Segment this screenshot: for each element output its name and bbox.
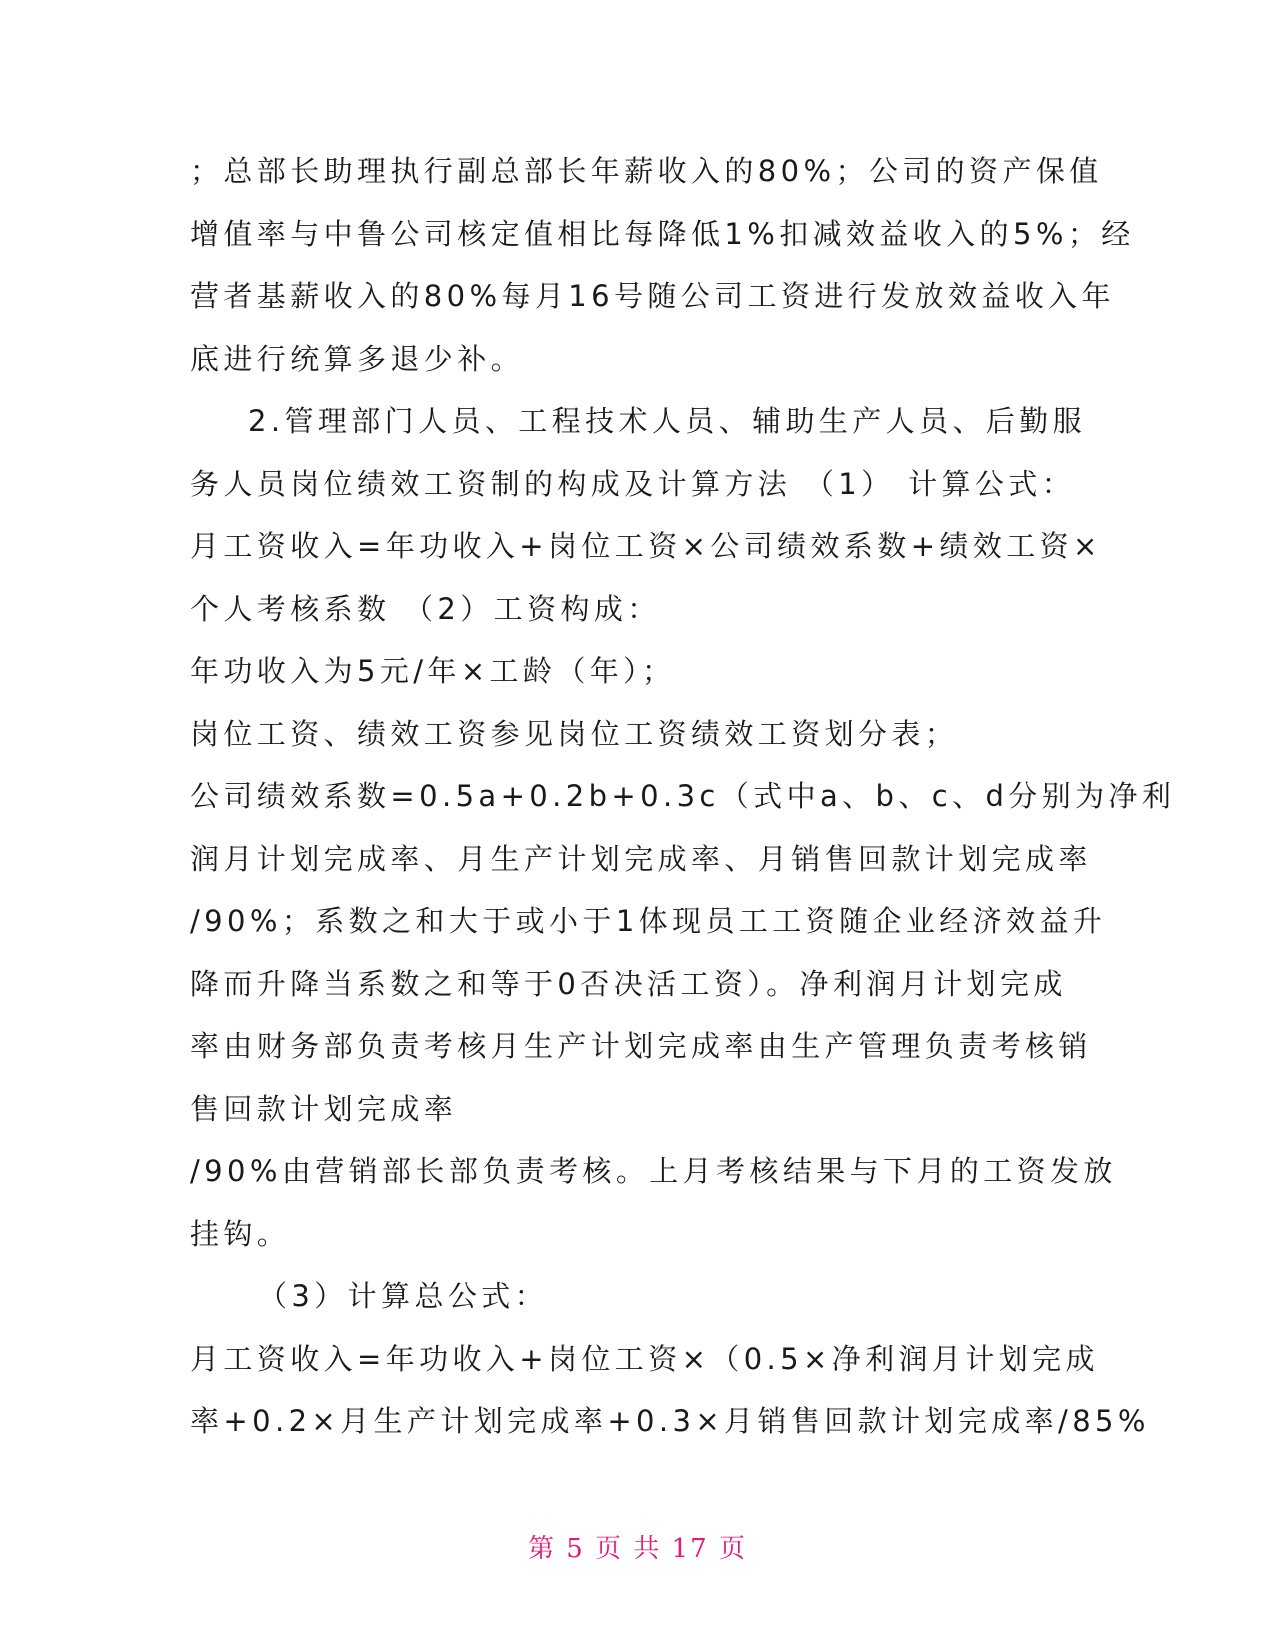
body-text bbox=[190, 140, 1176, 1453]
text-line: 率由财务部负责考核月生产计划完成率由生产管理负责考核销 bbox=[190, 1029, 1092, 1063]
text-line: 个人考核系数 （2）工资构成： bbox=[190, 591, 661, 626]
text-line: 月工资收入=年功收入+岗位工资×（0.5×净利润月计划完成 bbox=[190, 1341, 1099, 1376]
text-line: 公司绩效系数=0.5a+0.2b+0.3c（式中a、b、c、d分别为净利 bbox=[190, 779, 1176, 813]
page-number-footer: 第 5 页 共 17 页 bbox=[528, 1534, 747, 1564]
text-line: 润月计划完成率、月生产计划完成率、月销售回款计划完成率 bbox=[190, 841, 1092, 876]
text-line: ；总部长助理执行副总部长年薪收入的80%；公司的资产保值 bbox=[190, 154, 1103, 188]
text-line: 年功收入为5元/年×工龄（年）； bbox=[190, 654, 676, 688]
text-line: 率+0.2×月生产计划完成率+0.3×月销售回款计划完成率/85% bbox=[190, 1404, 1150, 1438]
text-line: 2.管理部门人员、工程技术人员、辅助生产人员、后勤服 bbox=[248, 404, 1087, 438]
text-line: /90%；系数之和大于或小于1体现员工工资随企业经济效益升 bbox=[190, 904, 1107, 938]
text-line: 营者基薪收入的80%每月16号随公司工资进行发放效益收入年 bbox=[190, 279, 1115, 313]
text-line: 底进行统算多退少补。 bbox=[190, 341, 525, 376]
text-line: 售回款计划完成率 bbox=[190, 1091, 458, 1126]
text-line: 挂钩。 bbox=[190, 1216, 291, 1251]
text-line: 降而升降当系数之和等于0否决活工资）。净利润月计划完成 bbox=[190, 966, 1067, 1001]
text-line: /90%由营销部长部负责考核。上月考核结果与下月的工资发放 bbox=[190, 1154, 1117, 1188]
text-line: 务人员岗位绩效工资制的构成及计算方法 （1） 计算公式： bbox=[190, 466, 1076, 501]
text-line: 岗位工资、绩效工资参见岗位工资绩效工资划分表； bbox=[190, 716, 959, 751]
text-line: 月工资收入=年功收入+岗位工资×公司绩效系数+绩效工资× bbox=[190, 529, 1102, 563]
text-line: （3）计算总公式： bbox=[258, 1279, 549, 1313]
text-line: 增值率与中鲁公司核定值相比每降低1%扣减效益收入的5%；经 bbox=[190, 216, 1135, 251]
